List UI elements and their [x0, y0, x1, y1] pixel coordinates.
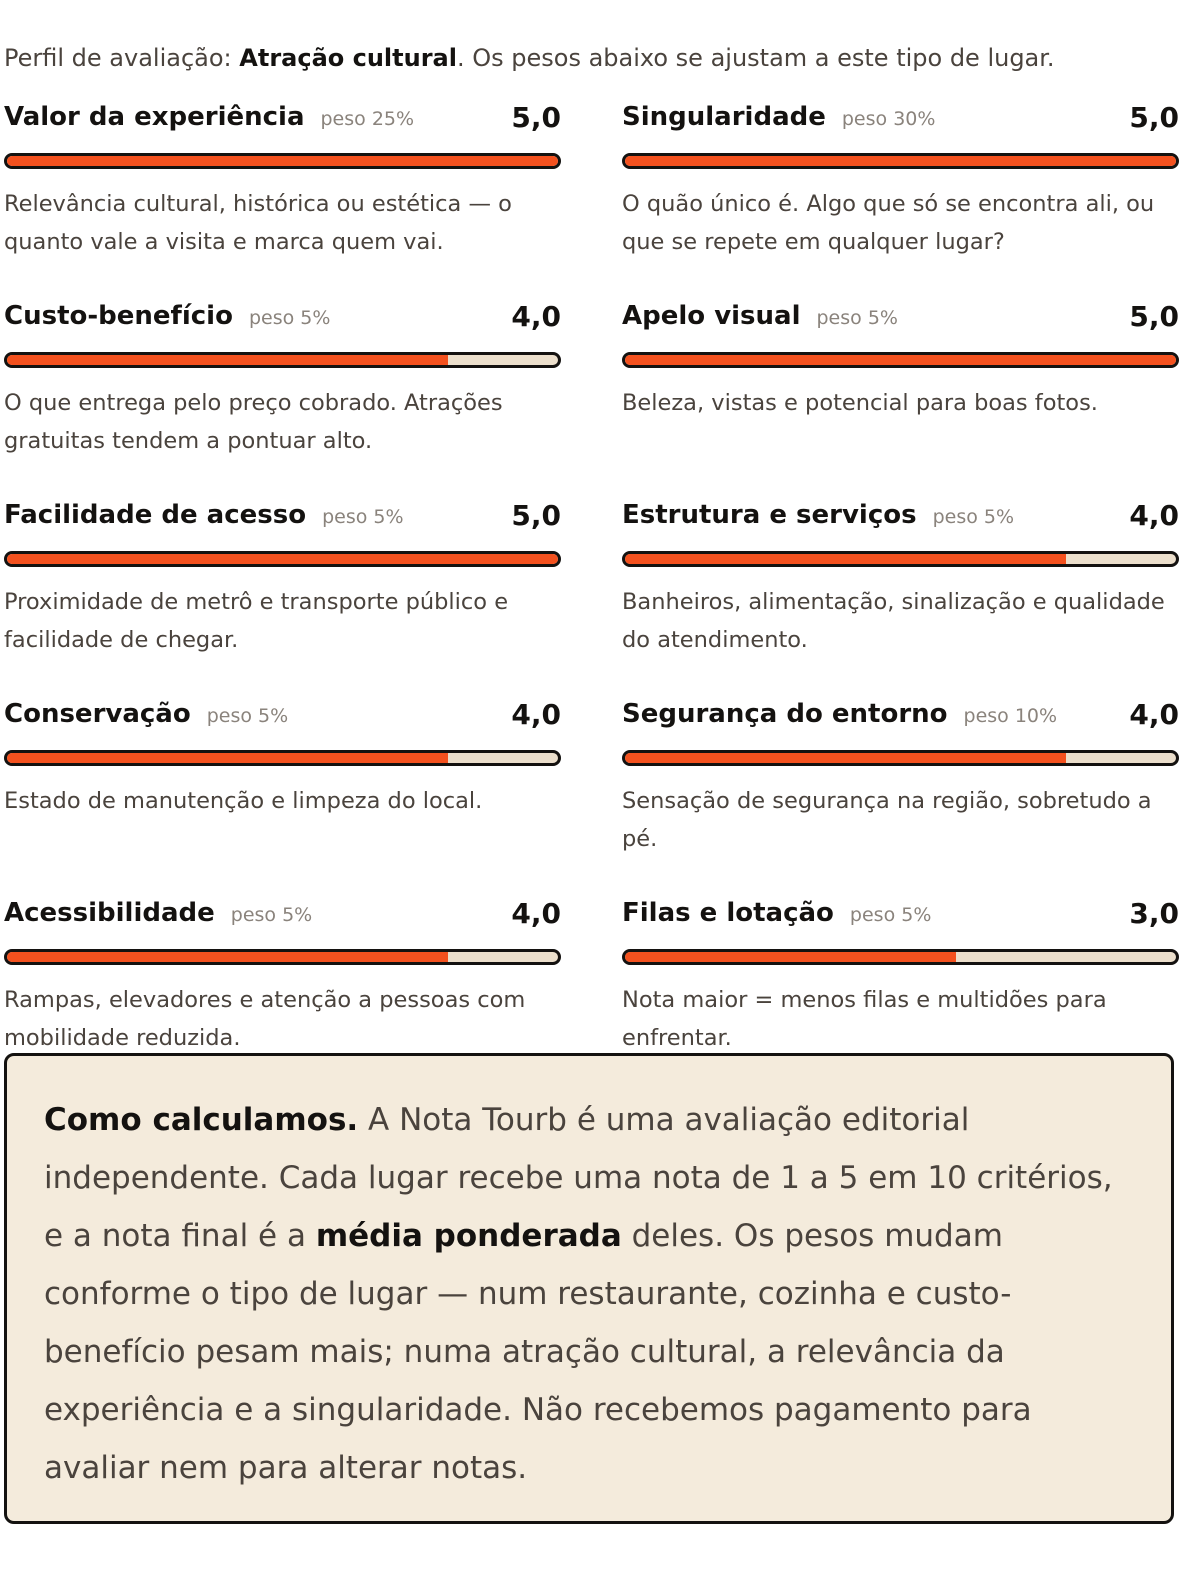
score-bar-fill	[7, 156, 558, 166]
criterion-score: 5,0	[1129, 100, 1179, 134]
profile-suffix: . Os pesos abaixo se ajustam a este tipo de lugar.	[456, 44, 1055, 72]
score-bar	[4, 352, 561, 368]
evaluation-profile	[4, 39, 1055, 77]
profile-prefix: Perfil de avaliação:	[4, 44, 240, 72]
criterion-description: Banheiros, alimentação, sinalização e qualidade do atendimento.	[622, 589, 1165, 653]
criterion-header	[622, 289, 1179, 343]
criterion-score: 4,0	[1129, 498, 1179, 532]
score-bar	[622, 551, 1179, 567]
criterion-header	[622, 488, 1179, 542]
criterion-description: Sensação de segurança na região, sobretudo a pé.	[622, 788, 1152, 852]
score-bar	[4, 551, 561, 567]
criterion-header	[4, 687, 561, 741]
score-bar-fill	[625, 355, 1176, 365]
criterion-description: Proximidade de metrô e transporte público e facilidade de chegar.	[4, 589, 509, 653]
score-bar	[622, 153, 1179, 169]
criterion-score: 3,0	[1129, 896, 1179, 930]
criterion-header	[622, 687, 1179, 741]
score-bar-fill	[625, 952, 956, 962]
criterion-name: Singularidade	[622, 102, 826, 132]
score-bar-fill	[7, 554, 558, 564]
criterion-description: O quão único é. Algo que só se encontra ali, ou que se repete em qualquer lugar?	[622, 191, 1155, 255]
criterion-apelo-visual	[622, 289, 1179, 488]
criterion-header	[622, 886, 1179, 940]
criterion-name: Conservação	[4, 699, 191, 729]
criterion-weight: peso 5%	[230, 904, 313, 926]
criterion-weight: peso 5%	[849, 904, 932, 926]
criterion-name: Filas e lotação	[622, 898, 834, 928]
criterion-weight: peso 5%	[816, 307, 898, 329]
criterion-score: 4,0	[1129, 697, 1179, 731]
score-bar-fill	[7, 753, 448, 763]
score-bar-fill	[7, 952, 448, 962]
score-bar	[622, 750, 1179, 766]
criterion-description: O que entrega pelo preço cobrado. Atrações gratuitas tendem a pontuar alto.	[4, 390, 503, 454]
methodology-box	[4, 1053, 1174, 1524]
score-bar-fill	[625, 156, 1176, 166]
methodology-text: A Nota Tourb é uma avaliação editorial independente. Cada lugar recebe uma nota de 1 a 5 em 10 critérios, e a nota final é a	[44, 1102, 1113, 1254]
criterion-weight: peso 25%	[320, 108, 415, 130]
criterion-weight: peso 5%	[206, 705, 289, 727]
criterion-score: 5,0	[511, 100, 561, 134]
criterion-weight: peso 30%	[841, 108, 936, 130]
criterion-facilidade-acesso	[4, 488, 561, 687]
score-bar	[622, 352, 1179, 368]
criterion-header	[4, 289, 561, 343]
criterion-name: Segurança do entorno	[622, 699, 948, 729]
profile-type: Atração cultural	[239, 44, 457, 72]
criterion-header	[4, 488, 561, 542]
criterion-name: Acessibilidade	[4, 898, 215, 928]
methodology-title: Como calculamos.	[44, 1102, 359, 1138]
criterion-description: Estado de manutenção e limpeza do local.	[4, 788, 483, 814]
score-bar	[4, 949, 561, 965]
criterion-score: 5,0	[1129, 299, 1179, 333]
criterion-weight: peso 5%	[322, 506, 404, 528]
score-bar	[4, 750, 561, 766]
criterion-score: 4,0	[511, 896, 561, 930]
criterion-description: Nota maior = menos filas e multidões para enfrentar.	[622, 987, 1107, 1051]
criterion-header	[622, 90, 1179, 144]
criterion-weight: peso 10%	[963, 705, 1058, 727]
criterion-conservacao	[4, 687, 561, 886]
criterion-score: 4,0	[511, 697, 561, 731]
criterion-valor-experiencia	[4, 90, 561, 289]
score-bar	[622, 949, 1179, 965]
score-bar-fill	[625, 554, 1066, 564]
criterion-name: Estrutura e serviços	[622, 500, 917, 530]
criterion-description: Relevância cultural, histórica ou estética — o quanto vale a visita e marca quem vai.	[4, 191, 512, 255]
criterion-name: Facilidade de acesso	[4, 500, 307, 530]
criterion-custo-beneficio	[4, 289, 561, 488]
criterion-description: Rampas, elevadores e atenção a pessoas com mobilidade reduzida.	[4, 987, 526, 1051]
criterion-weight: peso 5%	[248, 307, 331, 329]
methodology-highlight: média ponderada	[315, 1218, 622, 1254]
criterion-name: Apelo visual	[622, 301, 801, 331]
criterion-score: 4,0	[511, 299, 561, 333]
criteria-grid	[4, 90, 1180, 1085]
criterion-description: Beleza, vistas e potencial para boas fotos.	[622, 390, 1098, 416]
criterion-weight: peso 5%	[932, 506, 1015, 528]
criterion-header	[4, 90, 561, 144]
criterion-name: Custo-benefício	[4, 301, 233, 331]
criterion-name: Valor da experiência	[4, 102, 305, 132]
score-bar	[4, 153, 561, 169]
criterion-estrutura-servicos	[622, 488, 1179, 687]
score-bar-fill	[625, 753, 1066, 763]
methodology-text-end: deles. Os pesos mudam conforme o tipo de lugar — num restaurante, cozinha e custo-benefício pesam mais; numa atração cultural, a relevância da experiência e a singularidade. Não recebemos pagamento para avaliar nem para alterar notas.	[44, 1218, 1032, 1486]
criterion-singularidade	[622, 90, 1179, 289]
criterion-score: 5,0	[511, 498, 561, 532]
criterion-header	[4, 886, 561, 940]
criterion-seguranca-entorno	[622, 687, 1179, 886]
score-bar-fill	[7, 355, 448, 365]
